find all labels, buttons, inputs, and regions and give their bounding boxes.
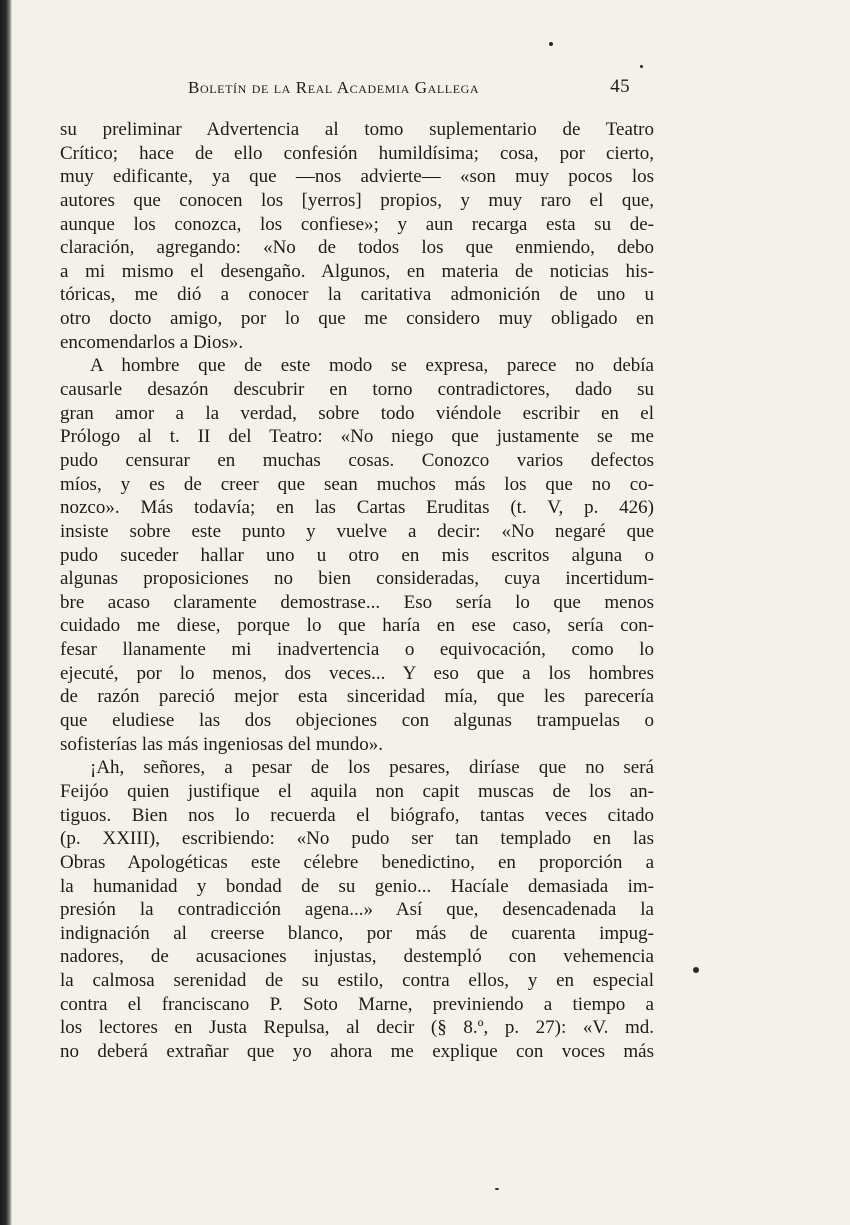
speck xyxy=(549,42,553,46)
text-line: Crítico; hace de ello confesión humildísima; cosa, por cierto, xyxy=(60,142,654,164)
text-line: otro docto amigo, por lo que me considero muy obligado en xyxy=(60,308,654,330)
text-line: encomendarlos a Dios». xyxy=(60,331,244,353)
text-line: causarle desazón descubrir en torno contradictores, dado su xyxy=(60,379,654,401)
text-line: tóricas, me dió a conocer la caritativa admonición de uno u xyxy=(60,284,654,306)
text-line: míos, y es de creer que sean muchos más los que no co- xyxy=(60,473,654,495)
text-line: fesar llanamente mi inadvertencia o equivocación, como lo xyxy=(60,639,654,661)
text-line: no deberá extrañar que yo ahora me explique con voces más xyxy=(60,1040,654,1062)
text-line: su preliminar Advertencia al tomo suplementario de Teatro xyxy=(60,119,654,140)
text-line: Feijóo quien justifique el aquila non capit muscas de los an- xyxy=(60,780,654,802)
text-line: gran amor a la verdad, sobre todo viéndole escribir en el xyxy=(60,402,654,424)
text-line: insiste sobre este punto y vuelve a decir: «No negaré que xyxy=(60,520,654,542)
body-text xyxy=(60,118,654,1064)
text-line: (p. XXIII), escribiendo: «No pudo ser tan templado en las xyxy=(60,828,654,850)
running-title: Boletín de la Real Academia Gallega xyxy=(188,78,480,97)
text-line: Prólogo al t. II del Teatro: «No niego que justamente se me xyxy=(60,426,654,448)
text-line: contra el franciscano P. Soto Marne, previniendo a tiempo a xyxy=(60,993,654,1015)
speck xyxy=(640,65,643,68)
page-header xyxy=(188,74,630,104)
text-line: pudo suceder hallar uno u otro en mis escritos alguna o xyxy=(60,544,654,566)
text-line: aunque los conozca, los confiese»; y aun recarga esta su de- xyxy=(60,213,654,235)
text-line: los lectores en Justa Repulsa, al decir (§ 8.º, p. 27): «V. md. xyxy=(60,1017,654,1039)
text-line: algunas proposiciones no bien consideradas, cuya incertidum- xyxy=(60,568,654,590)
text-line: nadores, de acusaciones injustas, destempló con vehemencia xyxy=(60,946,654,968)
text-line: que eludiese las dos objeciones con algunas trampuelas o xyxy=(60,710,654,732)
text-line: A hombre que de este modo se expresa, parece no debía xyxy=(90,355,654,377)
text-line: la humanidad y bondad de su genio... Hacíale demasiada im- xyxy=(60,875,654,897)
text-line: de razón pareció mejor esta sinceridad mía, que les parecería xyxy=(60,686,654,708)
page-binding-edge xyxy=(0,0,12,1225)
speck xyxy=(495,1188,499,1190)
text-line: presión la contradicción agena...» Así que, desencadenada la xyxy=(60,899,654,921)
text-line: ¡Ah, señores, a pesar de los pesares, diríase que no será xyxy=(90,757,654,779)
text-line: la calmosa serenidad de su estilo, contra ellos, y en especial xyxy=(60,970,654,992)
text-line: cuidado me diese, porque lo que haría en ese caso, sería con- xyxy=(60,615,654,637)
text-line: autores que conocen los [yerros] propios, y muy raro el que, xyxy=(60,189,654,211)
text-line: Obras Apologéticas este célebre benedictino, en proporción a xyxy=(60,851,654,873)
text-line: indignación al creerse blanco, por más de cuarenta impug- xyxy=(60,922,654,944)
text-line: a mi mismo el desengaño. Algunos, en materia de noticias his- xyxy=(60,260,654,282)
text-line: tiguos. Bien nos lo recuerda el biógrafo, tantas veces citado xyxy=(60,804,654,826)
text-line: nozco». Más todavía; en las Cartas Eruditas (t. V, p. 426) xyxy=(60,497,654,519)
text-line: claración, agregando: «No de todos los que enmiendo, debo xyxy=(60,237,654,259)
text-line: muy edificante, ya que —nos advierte— «son muy pocos los xyxy=(60,166,654,188)
text-line: bre acaso claramente demostrase... Eso sería lo que menos xyxy=(60,591,654,613)
text-line: ejecuté, por lo menos, dos veces... Y eso que a los hombres xyxy=(60,662,654,684)
page-number: 45 xyxy=(610,76,630,97)
text-line: sofisterías las más ingeniosas del mundo». xyxy=(60,733,383,755)
text-line: pudo censurar en muchas cosas. Conozco varios defectos xyxy=(60,449,654,471)
speck xyxy=(693,967,699,973)
